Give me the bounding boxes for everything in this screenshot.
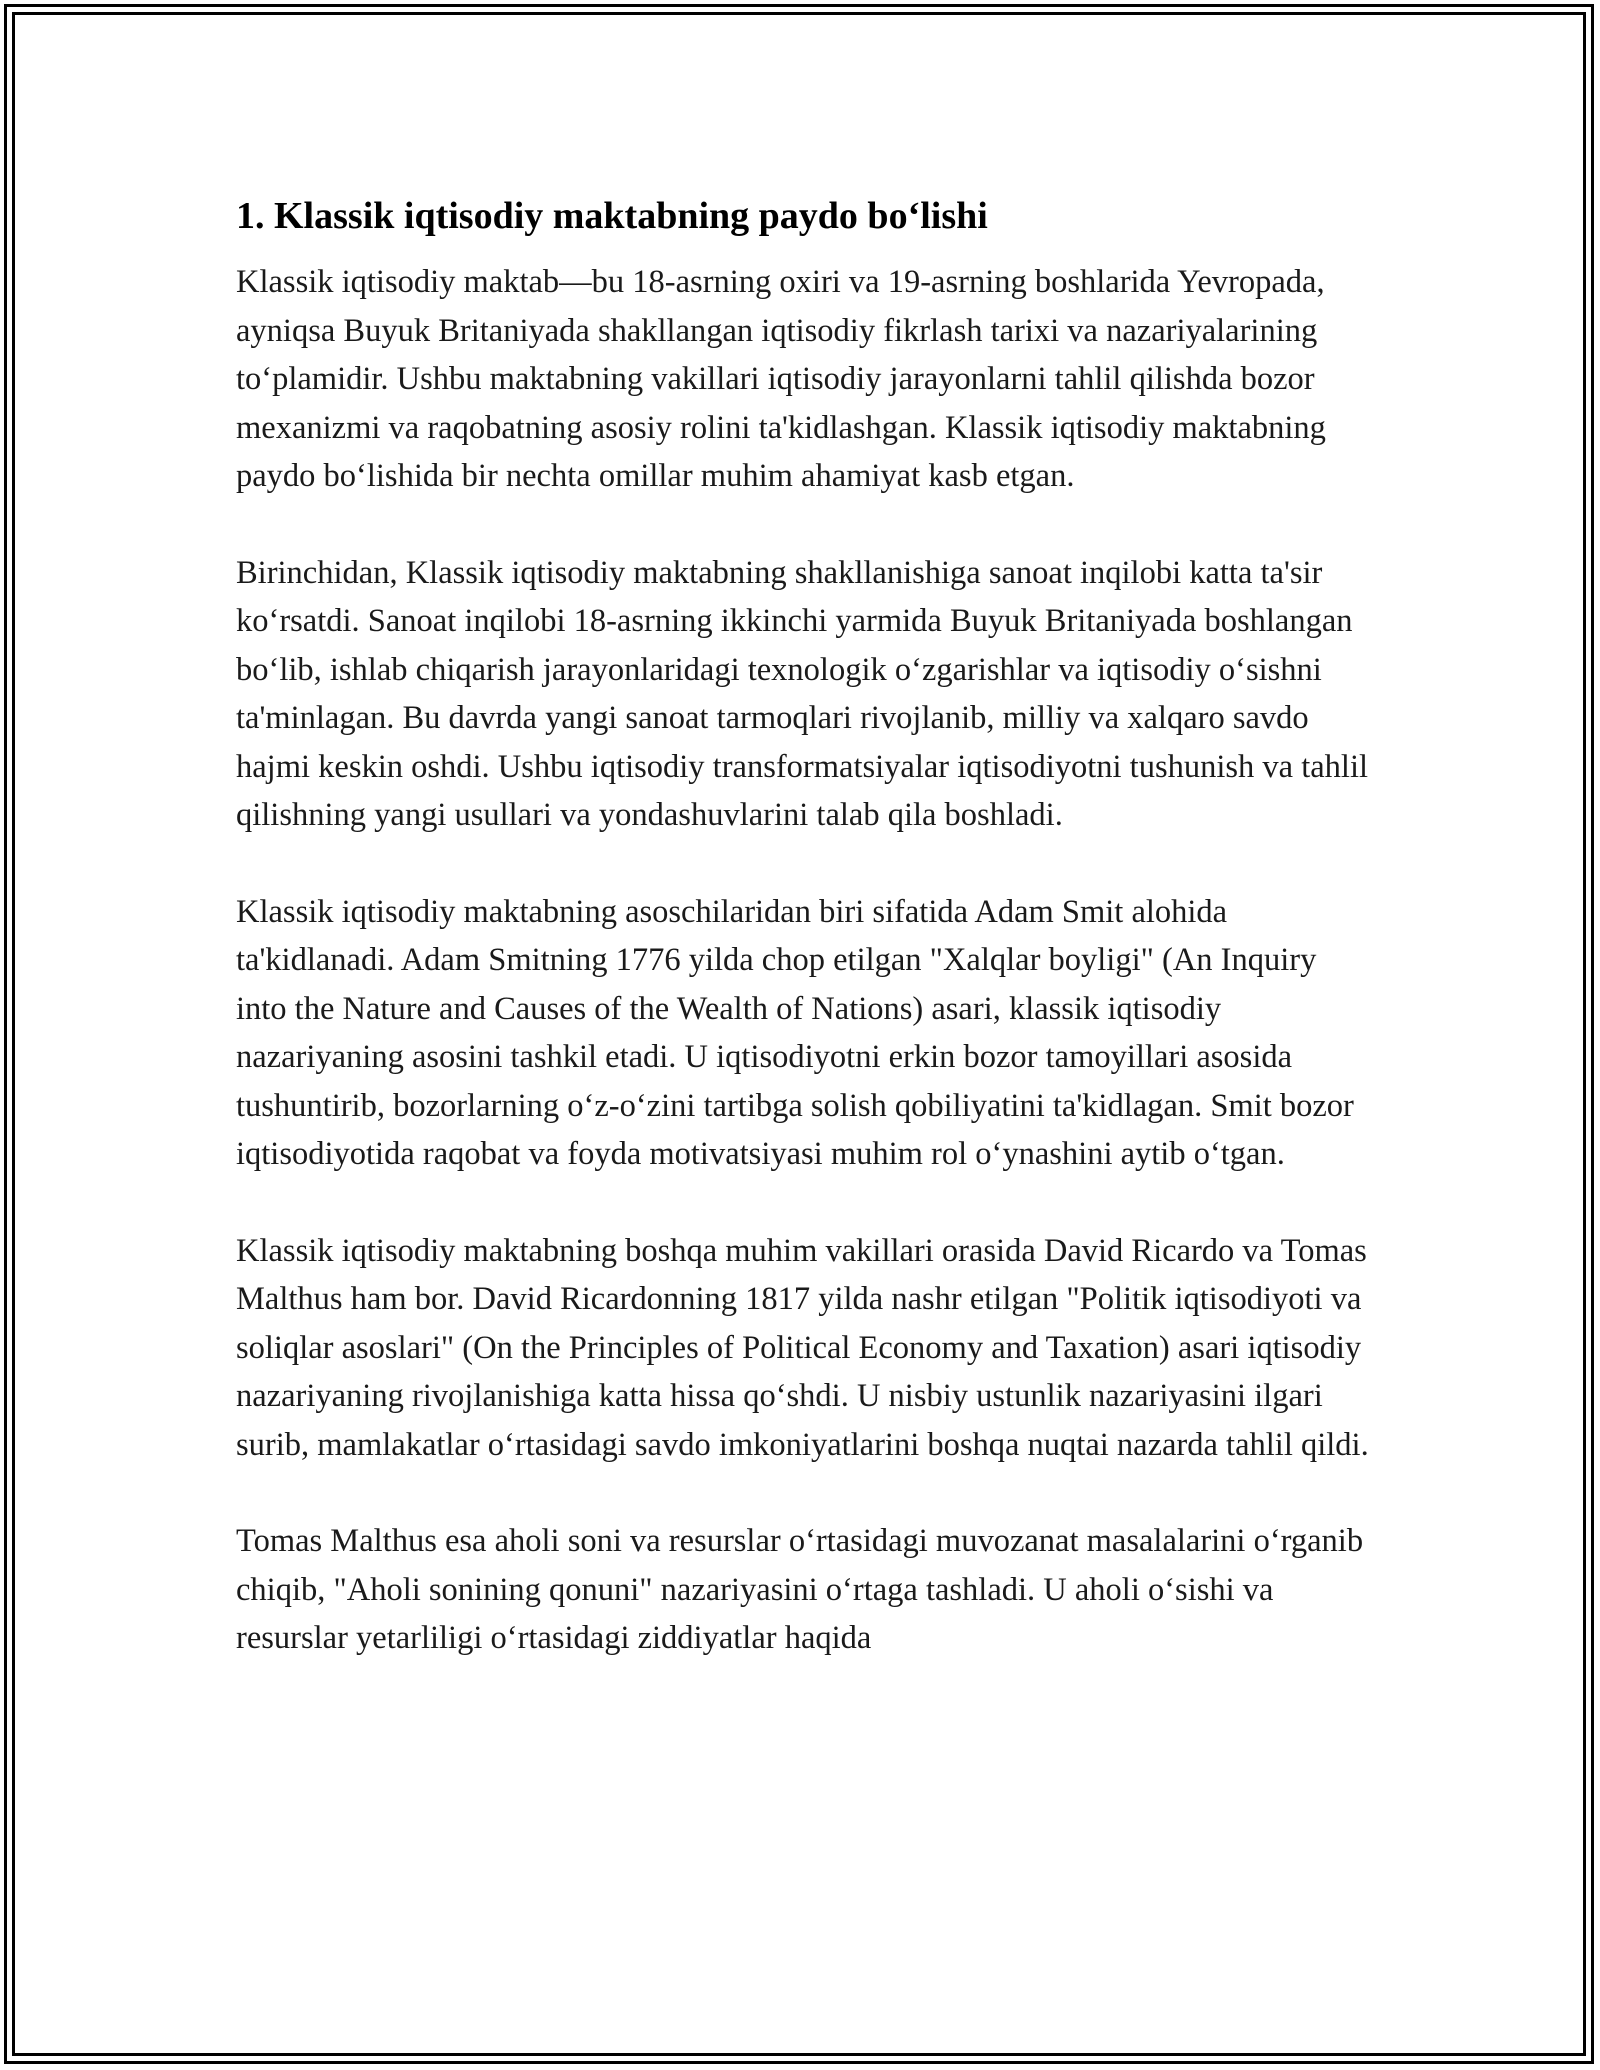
paragraph-5: Tomas Malthus esa aholi soni va resurslar o‘rtasidagi muvozanat masalalarini o‘rganib chiqib, "Aholi sonining qonuni" nazariyasini o‘rtaga tashladi. U aholi o‘sishi va resurslar yetarliligi o‘rtasidagi ziddiyatlar haqida — [236, 1523, 1364, 1656]
paragraph-3: Klassik iqtisodiy maktabning asoschilaridan biri sifatida Adam Smit alohida ta'kidlanadi. Adam Smitning 1776 yilda chop etilgan "Xalqlar boyligi" (An Inquiry into the Nature and Causes of the Wealth of Nations) asari, klassik iqtisodiy nazariyaning asosini tashkil etadi. U iqtisodiyotni erkin bozor tamoyillari asosida tushuntirib, bozorlarning o‘z-o‘zini tartibga solish qobiliyatini ta'kidlagan. Smit bozor iqtisodiyotida raqobat va foyda motivatsiyasi muhim rol o‘ynashini aytib o‘tgan. — [236, 893, 1354, 1172]
section-heading: 1. Klassik iqtisodiy maktabning paydo bo‘lishi — [236, 195, 988, 237]
paragraph-1: Klassik iqtisodiy maktab—bu 18-asrning oxiri va 19-asrning boshlarida Yevropada, ayniqsa Buyuk Britaniyada shakllangan iqtisodiy fikrlash tarixi va nazariyalarining to‘plamidir. Ushbu maktabning vakillari iqtisodiy jarayonlarni tahlil qilishda bozor mexanizmi va raqobatning asosiy rolini ta'kidlashgan. Klassik iqtisodiy maktabning paydo bo‘lishida bir nechta omillar muhim ahamiyat kasb etgan. — [236, 264, 1326, 494]
paragraph-4: Klassik iqtisodiy maktabning boshqa muhim vakillari orasida David Ricardo va Tomas Malthus ham bor. David Ricardonning 1817 yilda nashr etilgan "Politik iqtisodiyoti va soliqlar asoslari" (On the Principles of Political Economy and Taxation) asari iqtisodiy nazariyaning rivojlanishiga katta hissa qo‘shdi. U nisbiy ustunlik nazariyasini ilgari surib, mamlakatlar o‘rtasidagi savdo imkoniyatlarini boshqa nuqtai nazarda tahlil qildi. — [236, 1232, 1369, 1463]
paragraph-2: Birinchidan, Klassik iqtisodiy maktabning shakllanishiga sanoat inqilobi katta ta'sir ko‘rsatdi. Sanoat inqilobi 18-asrning ikkinchi yarmida Buyuk Britaniyada boshlangan bo‘lib, ishlab chiqarish jarayonlaridagi texnologik o‘zgarishlar va iqtisodiy o‘sishni ta'minlagan. Bu davrda yangi sanoat tarmoqlari rivojlanib, milliy va xalqaro savdo hajmi keskin oshdi. Ushbu iqtisodiy transformatsiyalar iqtisodiyotni tushunish va tahlil qilishning yangi usullari va yondashuvlarini talab qila boshladi. — [236, 554, 1369, 833]
document-body — [236, 188, 1370, 1711]
